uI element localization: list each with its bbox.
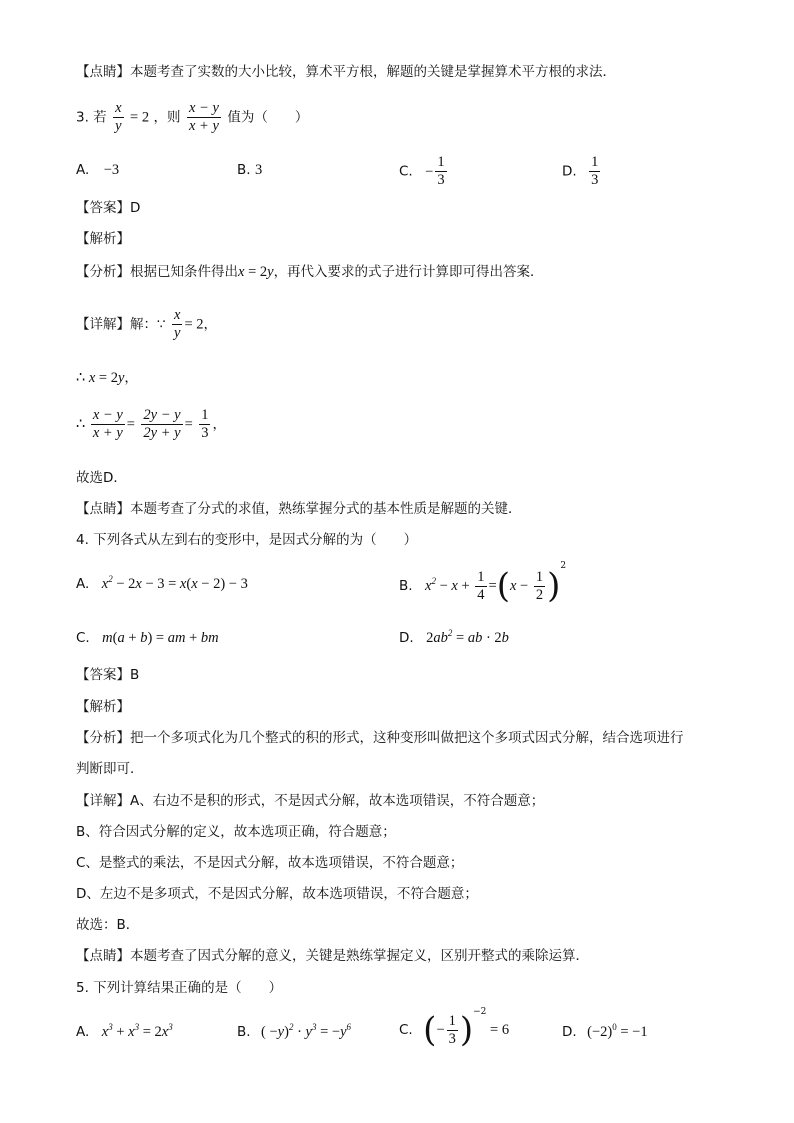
q3-remark: 【点睛】本题考查了分式的求值，熟练掌握分式的基本性质是解题的关键． [76, 501, 522, 517]
q3-stem-suffix: 值为（ ） [227, 109, 309, 126]
q3-fraction-x-over-y: $\frac{x}{y}$ [115, 100, 122, 134]
q3-conclusion: 故选D． [76, 470, 127, 486]
q3-analysis: 【分析】根据已知条件得出x = 2y，再代入要求的式子进行计算即可得出答案． [76, 264, 544, 280]
q5-option-c-label: C. [399, 1022, 413, 1038]
q3-option-b [237, 162, 262, 179]
q4-option-d-label: D. [399, 630, 414, 646]
q4-detail-b: B、符合因式分解的定义，故本选项正确，符合题意； [76, 824, 396, 840]
q3-detail-fraction: $\frac{x}{y}$ [174, 307, 181, 341]
q4-option-a: A. $x^2 - 2x - 3 = x(x - 2) - 3$ [76, 574, 248, 592]
q3-step-2: ∴ $\frac{x - y}{x + y}$ = $\frac{2y - y}{2y + y}$ = $\frac{1}{3}$ ， [76, 407, 226, 441]
q4-analysis-heading: 【解析】 [76, 699, 130, 715]
q3-option-d [562, 154, 602, 189]
q5-option-a-label: A. [76, 1024, 90, 1040]
q4-remark: 【点睛】本题考查了因式分解的意义，关键是熟练掌握定义，区别开整式的乘除运算． [76, 948, 589, 964]
q3-option-d-label: D. [562, 163, 577, 180]
q3-option-b-value: 3 [255, 162, 263, 178]
q4-stem: 4. 下列各式从左到右的变形中，是因式分解的为（ ） [76, 532, 418, 548]
q5-option-d-label: D. [562, 1024, 577, 1040]
q3-option-a-label: A. [76, 162, 90, 178]
q3-step-2-frac-3: $\frac{1}{3}$ [201, 407, 209, 441]
q3-option-c: C. − $\frac{1}{3}$ [399, 154, 445, 188]
q3-step-2-frac-2: $\frac{2y - y}{2y + y}$ [143, 407, 181, 441]
q3-detail: 【详解】解：∵ $\frac{x}{y}$ = 2， [76, 307, 218, 341]
q3-option-c-label: C. [399, 163, 413, 180]
q3-step-2-frac-1: $\frac{x - y}{x + y}$ [92, 407, 123, 441]
q5-option-b-label: B. [237, 1024, 251, 1040]
q4-detail-a: 【详解】A、右边不是积的形式，不是因式分解，故本选项错误，不符合题意； [76, 793, 545, 809]
q3-detail-prefix: 【详解】解：∵ [76, 316, 166, 333]
q4-conclusion: 故选：B． [76, 917, 140, 933]
q4-option-c: C. m(a + b) = am + bm [76, 630, 219, 646]
q4-option-d: D. $2ab^2$ = ab · 2b [399, 628, 509, 646]
q4-detail-c: C、是整式的乘法，不是因式分解，故本选项错误，不符合题意； [76, 855, 464, 871]
q5-stem: 5. 下列计算结果正确的是（ ） [76, 980, 283, 996]
q3-fraction-target: $\frac{x - y}{x + y}$ [188, 100, 219, 134]
q3-option-a-value: −3 [103, 162, 120, 178]
q3-option-d-fraction: $\frac{1}{3}$ [591, 154, 599, 188]
q4-option-a-label: A. [76, 576, 90, 592]
q4-analysis-line-2: 判断即可． [76, 761, 144, 777]
q5-option-c: C. (− $\frac{1}{3}$ )$^{-2}$ = 6 [399, 1007, 510, 1050]
q4-analysis-line-1: 【分析】把一个多项式化为几个整式的积的形式，这种变形叫做把这个多项式因式分解，结合选项进行 [76, 730, 684, 746]
q4-option-c-label: C. [76, 630, 90, 646]
q5-option-d: D. $(-2)^0 = -1$ [562, 1022, 648, 1040]
q3-option-b-label: B. [237, 162, 251, 178]
q4-answer: 【答案】B [76, 667, 140, 683]
q3-answer: 【答案】D [76, 200, 141, 216]
q4-detail-d: D、左边不是多项式，不是因式分解，故本选项错误，不符合题意； [76, 886, 478, 902]
q3-stem-prefix: 3. 若 [76, 109, 107, 126]
q3-stem-mid: ，则 [153, 109, 181, 126]
q4-option-b: B. $x^2 - x$ + $\frac{1}{4}$ =(x − $\frac{1}{2}$ )$^2$ [399, 561, 567, 606]
q3-step-1: ∴ x = 2y， [76, 370, 138, 386]
q3-analysis-suffix: ，再代入要求的式子进行计算即可得出答案． [273, 264, 544, 280]
q5-option-a: A. $x^3 + x^3 = 2x^3$ [76, 1022, 173, 1040]
q3-option-a [76, 162, 119, 179]
q3-analysis-prefix: 【分析】根据已知条件得出 [76, 264, 238, 280]
q3-stem: 3. 若 $\frac{x}{y}$ = 2 ，则 $\frac{x - y}{x + y}$ 值为（ ） [76, 100, 309, 134]
q4-option-b-label: B. [399, 578, 413, 594]
q3-analysis-heading: 【解析】 [76, 231, 130, 247]
q2-remark: 【点睛】本题考查了实数的大小比较，算术平方根，解题的关键是掌握算术平方根的求法． [76, 64, 616, 80]
q5-option-b: B. ( $-y)^2 \cdot y^3 = -y^6$ [237, 1022, 352, 1040]
q3-option-c-fraction: $\frac{1}{3}$ [437, 154, 445, 188]
